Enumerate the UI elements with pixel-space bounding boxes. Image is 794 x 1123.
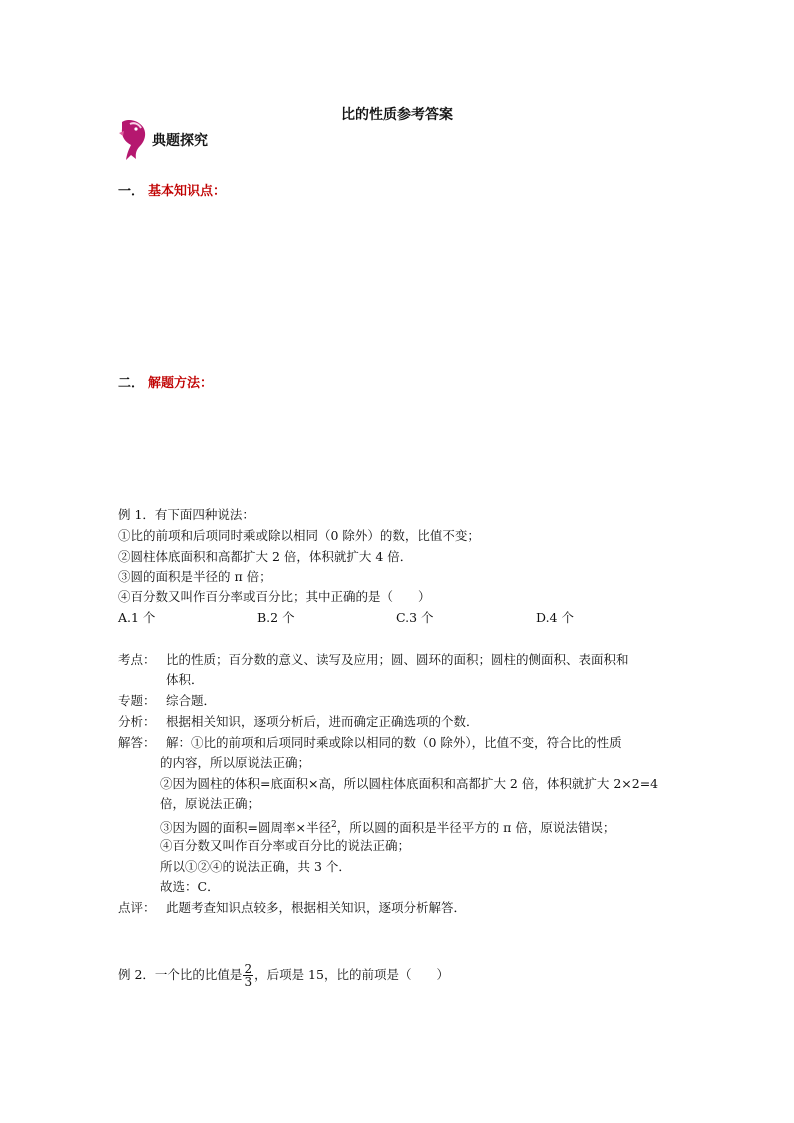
statement-4: ④百分数又叫作百分率或百分比；其中正确的是（ ）: [118, 589, 431, 604]
example2-post: ，后项是 15，比的前项是（ ）: [254, 967, 449, 982]
statement-1: ①比的前项和后项同时乘或除以相同（0 除外）的数，比值不变；: [118, 528, 480, 543]
fraction-numerator: 2: [244, 962, 253, 976]
example2-question: [118, 962, 449, 988]
section-number: 一．: [118, 184, 145, 199]
option-b: B.2 个: [257, 610, 295, 625]
example2-pre: 例 2．一个比的比值是: [118, 967, 243, 982]
jieda-line: 倍，原说法正确；: [160, 796, 261, 811]
example1-question: 例 1．有下面四种说法：: [118, 507, 255, 522]
zhuanti-row: [118, 691, 216, 711]
statement-2: ②圆柱体底面积和高都扩大 2 倍，体积就扩大 4 倍．: [118, 549, 413, 564]
kaodian-row: [118, 650, 629, 670]
banner-label: 典题探究: [152, 133, 208, 149]
option-d: D.4 个: [536, 610, 574, 625]
jieda-line: 故选：C．: [160, 879, 220, 894]
jieda-line: 所以①②④的说法正确，共 3 个．: [160, 859, 351, 874]
jieda-pi-pre: ③因为圆的面积=圆周率×半径: [160, 820, 331, 836]
page-title: 比的性质参考答案: [341, 107, 453, 123]
section-number: 二．: [118, 376, 145, 391]
section-heading-method: [118, 372, 213, 391]
jieda-label: 解答：: [118, 735, 156, 750]
fenxi-row: [118, 712, 479, 732]
jieda-row: [118, 733, 622, 753]
dianping-text: 此题考查知识点较多，根据相关知识，逐项分析解答．: [166, 900, 467, 915]
dianping-label: 点评：: [118, 900, 156, 915]
kaodian-text: 比的性质；百分数的意义、读写及应用；圆、圆环的面积；圆柱的侧面积、表面积和: [166, 652, 629, 667]
jieda-text: 解：①比的前项和后项同时乘或除以相同的数（0 除外），比值不变，符合比的性质: [166, 735, 622, 750]
jieda-pi-post: ，所以圆的面积是半径平方的 π 倍，原说法错误；: [336, 820, 616, 836]
fraction-denominator: 3: [244, 975, 253, 989]
option-a: A.1 个: [118, 610, 156, 625]
section-label: 基本知识点：: [148, 184, 227, 199]
statement-3: ③圆的面积是半径的 π 倍；: [118, 569, 272, 584]
fenxi-label: 分析：: [118, 714, 156, 729]
zhuanti-label: 专题：: [118, 693, 156, 708]
kaodian-label: 考点：: [118, 652, 156, 667]
jieda-line: ②因为圆柱的体积=底面积×高，所以圆柱体底面积和高都扩大 2 倍，体积就扩大 2×2=4: [160, 776, 659, 791]
jieda-line-pi: [160, 815, 615, 838]
kaodian-text-cont: 体积．: [166, 672, 204, 687]
jieda-pi-sup: 2: [330, 820, 337, 830]
fenxi-text: 根据相关知识，逐项分析后，进而确定正确选项的个数．: [166, 714, 479, 729]
jieda-line: ④百分数又叫作百分率或百分比的说法正确；: [160, 838, 411, 853]
option-c: C.3 个: [396, 610, 434, 625]
zhuanti-text: 综合题．: [166, 693, 217, 708]
section-label: 解题方法：: [148, 376, 214, 391]
jieda-line: 的内容，所以原说法正确；: [160, 755, 311, 770]
dianping-row: [118, 898, 466, 918]
section-heading-basic: [118, 180, 226, 199]
dolphin-icon: [116, 118, 150, 162]
fraction: [243, 963, 253, 988]
